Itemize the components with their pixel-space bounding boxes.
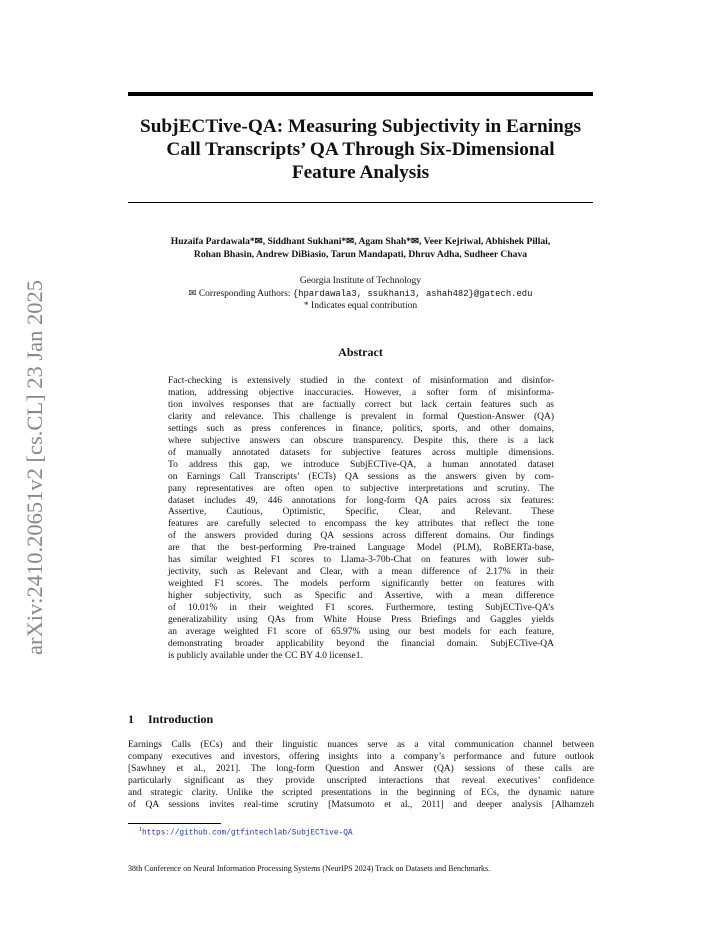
- intro-line: particularly significant as they provide unscripted interactions that reveal executives’ confidence: [128, 775, 594, 786]
- abstract-line: weighted F1 scores. The models perform significantly better on features with: [168, 579, 554, 590]
- author-line: Huzaifa Pardawala*✉, Siddhant Sukhani*✉, Agam Shah*✉, Veer Kejriwal, Abhishek Pillai,: [170, 236, 551, 247]
- corresponding-emails[interactable]: {hpardawala3, ssukhani3, ashah482}@gatech.edu: [292, 288, 533, 299]
- intro-line: of QA sessions invites real-time scrutiny [Matsumoto et al., 2011] and deeper analysis [Alhamzeh: [128, 799, 594, 810]
- intro-line: [Sawhney et al., 2021]. The long-form Question and Answer (QA) sessions of these calls are: [128, 763, 594, 774]
- author-list: [128, 236, 593, 261]
- abstract-line: of the answers provided during QA sessions across different domains. Our findings: [168, 531, 554, 542]
- title-line: SubjECTive-QA: Measuring Subjectivity in Earnings: [139, 116, 582, 137]
- abstract-line: of 10.01% in their weighted F1 scores. Furthermore, testing SubjECTive-QA’s: [168, 603, 554, 614]
- section-heading-introduction: [128, 712, 213, 727]
- abstract-line: dataset includes 49, 446 annotations for long-form QA pairs across six features:: [168, 495, 554, 506]
- abstract-line: Assertive, Cautious, Optimistic, Specific, Clear, and Relevant. These: [168, 507, 554, 518]
- footnote-url-link[interactable]: https://github.com/gtfintechlab/SubjECTive-QA: [142, 829, 353, 838]
- abstract-line: To address this gap, we introduce SubjECTive-QA, a human annotated dataset: [168, 459, 554, 470]
- abstract-line: of manually annotated datasets for subjective features across multiple dimensions.: [168, 447, 554, 458]
- abstract-line: clarity and relevance. This challenge is prevalent in formal Question-Answer (QA): [168, 411, 554, 422]
- affiliation-block: [128, 275, 593, 313]
- section-title: Introduction: [148, 712, 214, 726]
- affiliation: Georgia Institute of Technology: [299, 276, 422, 286]
- venue-footer: 38th Conference on Neural Information Processing Systems (NeurIPS 2024) Track on Datasets and Benchmarks.: [128, 864, 491, 873]
- abstract-line: features are carefully selected to encompass the key attributes that reflect the tone: [168, 519, 554, 530]
- abstract-line: are that the best-performing Pre-trained Language Model (PLM), RoBERTa-base,: [168, 543, 554, 554]
- abstract-line: where subjective answers can obscure transparency. Despite this, there is a lack: [168, 435, 554, 446]
- footnote: [139, 827, 353, 838]
- section-number: 1: [128, 712, 134, 726]
- intro-line: and strategic clarity. Unlike the scripted presentations in the beginning of ECs, the dynamic nature: [128, 787, 594, 798]
- footnote-rule: [128, 823, 221, 824]
- abstract-line: pany representatives are often open to subjective interpretations and scrutiny. The: [168, 483, 554, 494]
- abstract-line: jectivity, such as Relevant and Clear, with a mean difference of 2.17% in their: [168, 567, 554, 578]
- author-line: Rohan Bhasin, Andrew DiBiasio, Tarun Mandapati, Dhruv Adha, Sudheer Chava: [193, 248, 528, 260]
- paper-title: [128, 115, 593, 184]
- title-top-rule: [128, 92, 593, 96]
- corresponding-authors: [128, 288, 593, 301]
- intro-line: Earnings Calls (ECs) and their linguistic nuances serve as a vital communication channel between: [128, 740, 594, 750]
- abstract-line: settings such as press conferences in finance, politics, sports, and other domains,: [168, 423, 554, 434]
- corresponding-label: ✉ Corresponding Authors:: [188, 288, 293, 299]
- abstract-line: tion involves responses that are factually correct but lack certain features such as: [168, 399, 554, 410]
- footnote-mark: 1: [139, 827, 142, 833]
- abstract-line: is publicly available under the CC BY 4.0 license1.: [168, 650, 363, 661]
- title-bottom-rule: [128, 202, 593, 203]
- abstract-line: higher subjectivity, such as Specific and Assertive, with a mean difference: [168, 591, 554, 602]
- arxiv-id: arXiv:2410.20651v2 [cs.CL] 23 Jan 2025: [22, 280, 47, 655]
- title-line: Feature Analysis: [291, 162, 430, 183]
- abstract-line: Fact-checking is extensively studied in the context of misinformation and disinfor-: [168, 376, 554, 386]
- intro-line: company executives and investors, offering insights into a company’s performance and future outlook: [128, 751, 594, 762]
- abstract-line: generalizability using QAs from White House Press Briefings and Gaggles yields: [168, 615, 554, 626]
- abstract-line: demonstrating broader applicability beyond the financial domain. SubjECTive-QA: [168, 638, 554, 649]
- introduction-body: [128, 740, 594, 812]
- abstract-heading: Abstract: [338, 345, 383, 359]
- abstract-line: an average weighted F1 score of 65.97% using our best models for each feature,: [168, 627, 554, 638]
- abstract-line: on Earnings Call Transcripts’ (ECTs) QA sessions as the answers given by com-: [168, 471, 554, 482]
- arxiv-sidebar-stamp: [12, 255, 52, 655]
- abstract-line: has similar weighted F1 scores to Llama-3-70b-Chat on features with lower sub-: [168, 555, 554, 566]
- title-line: Call Transcripts’ QA Through Six-Dimensional: [166, 139, 555, 160]
- abstract-body: [168, 376, 554, 663]
- equal-contribution-note: * Indicates equal contribution: [303, 301, 418, 311]
- abstract-line: mation, addressing objective inaccuracies. However, a softer form of misinforma-: [168, 387, 554, 398]
